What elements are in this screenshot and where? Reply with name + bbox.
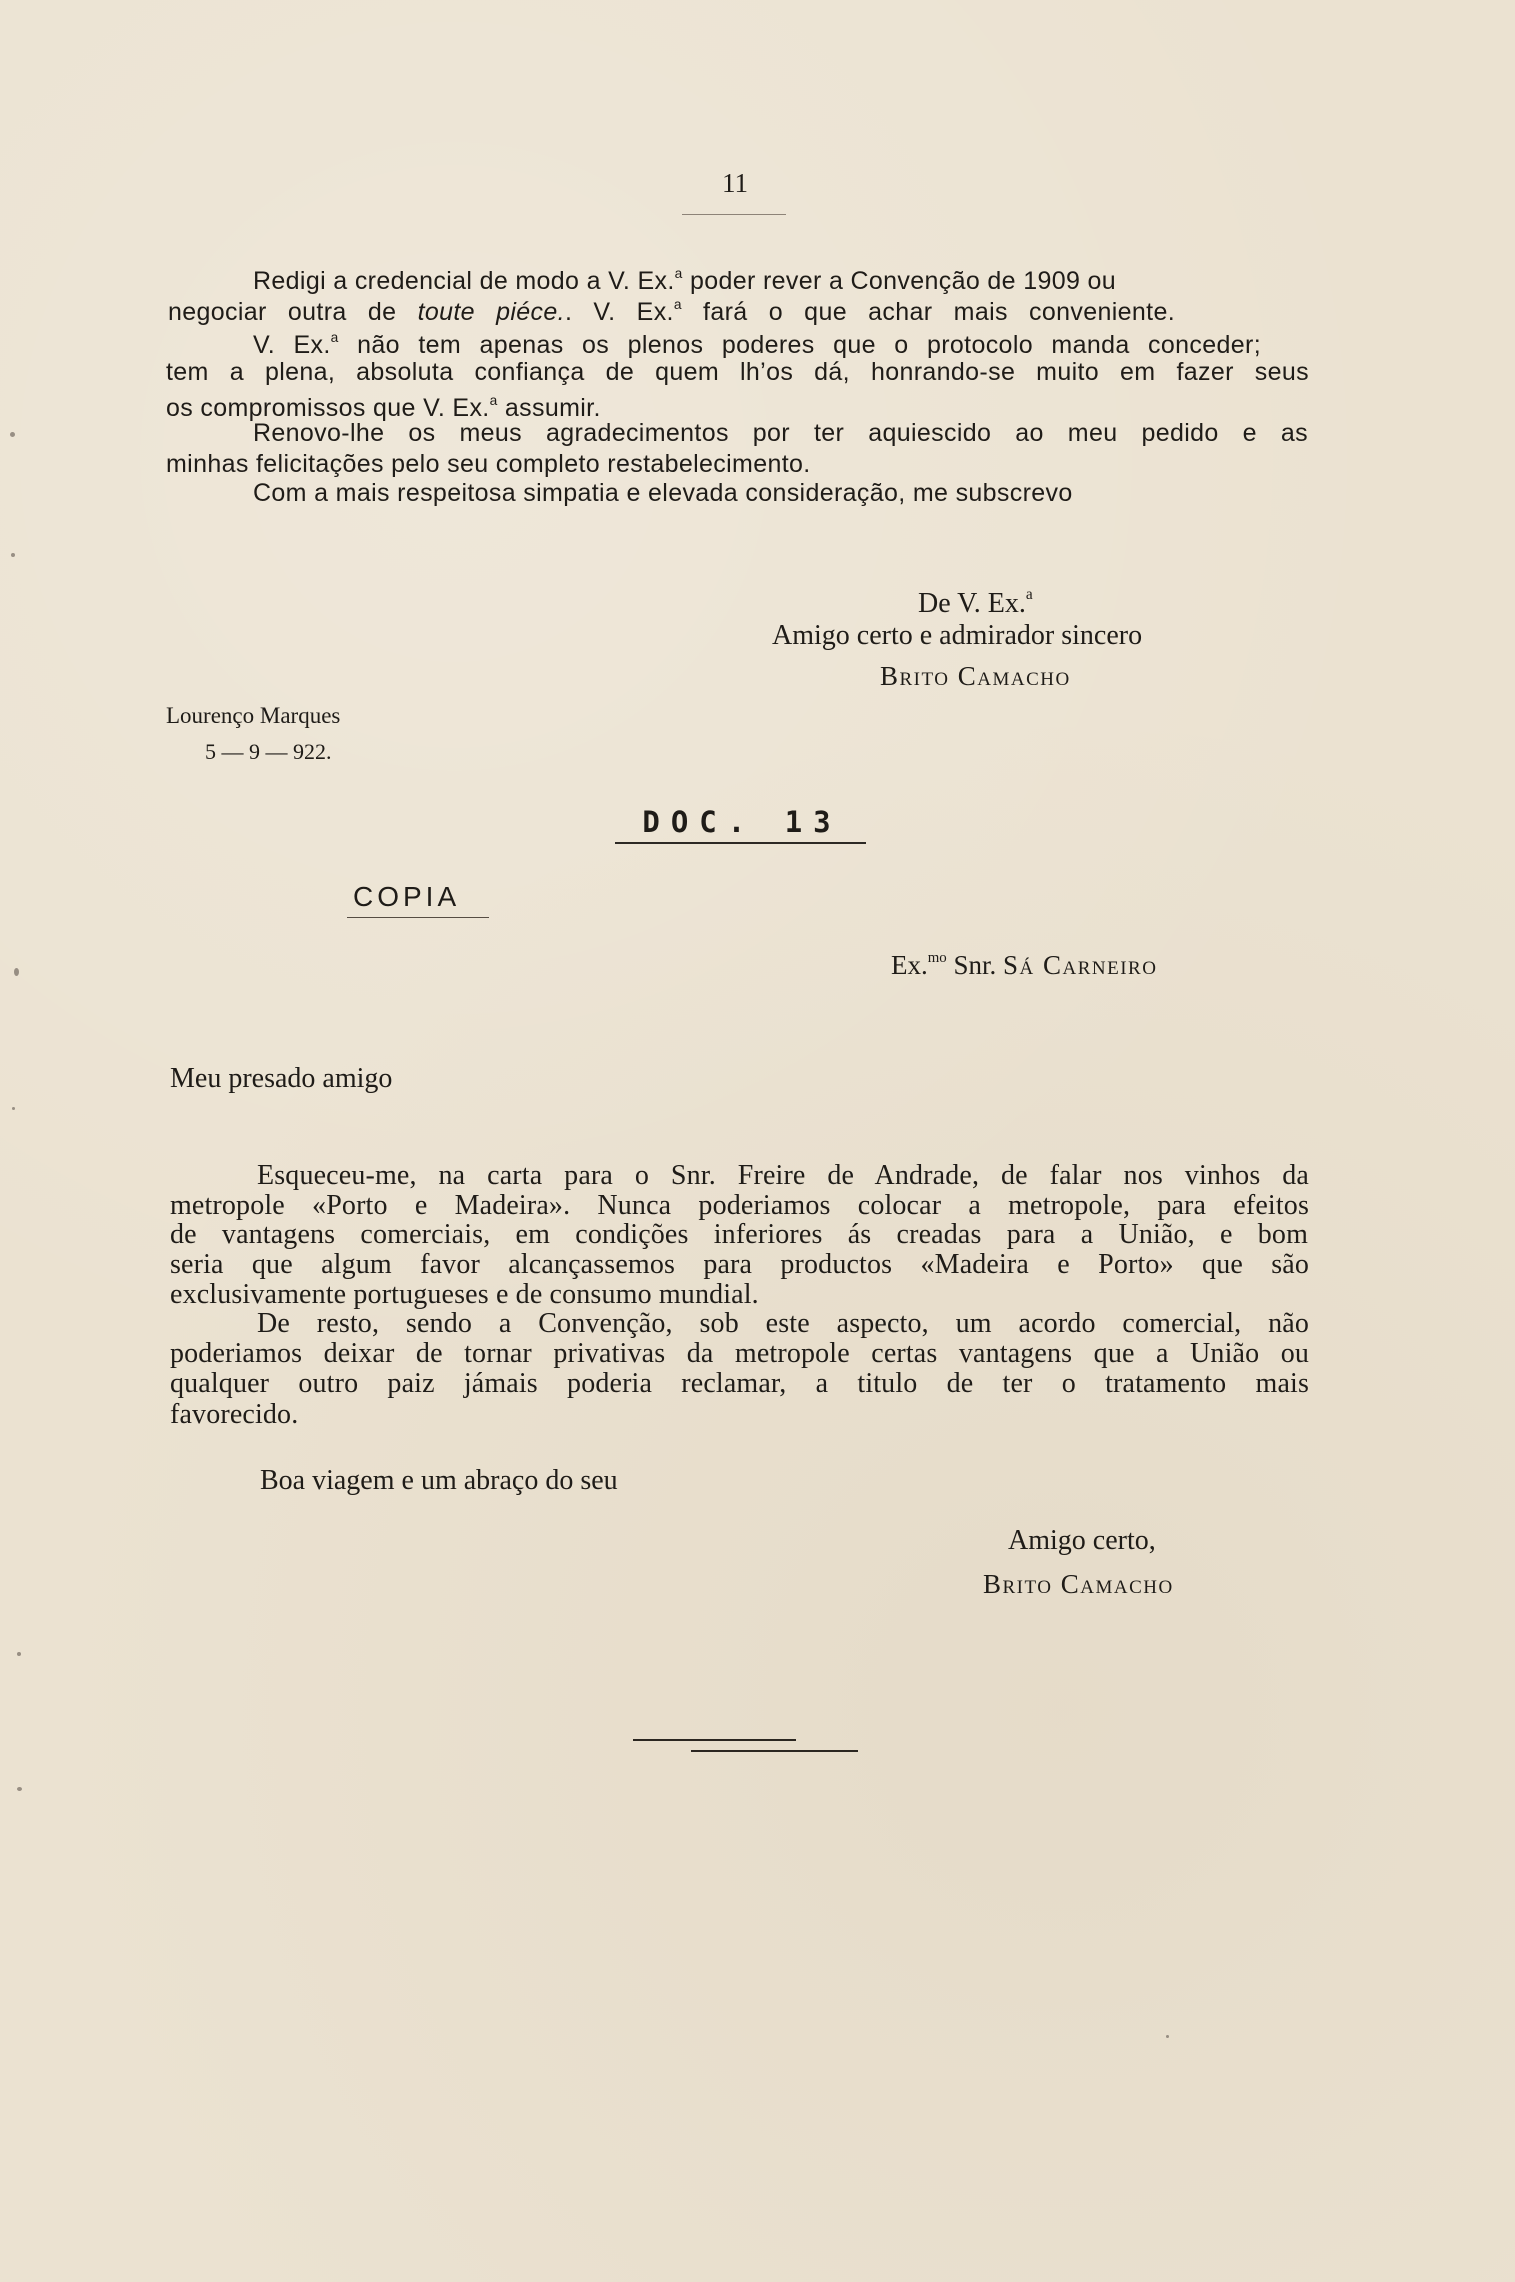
paper-speck bbox=[11, 553, 15, 557]
first-letter-line-7: minhas felicitações pelo seu completo restabelecimento. bbox=[166, 450, 811, 478]
paper-speck bbox=[12, 1107, 15, 1110]
end-rule-bottom bbox=[691, 1750, 858, 1752]
second-letter-line-8: qualquer outro paiz jámais poderia reclamar, a titulo de ter o tratamento mais bbox=[170, 1368, 1309, 1399]
first-letter-line-3: V. Ex.$^a$ não tem apenas os plenos poderes que o protocolo manda conceder; bbox=[253, 329, 1261, 359]
first-letter-line-4: tem a plena, absoluta confiança de quem lh’os dá, honrando-se muito em fazer seus bbox=[166, 358, 1309, 386]
document-heading-rule bbox=[615, 842, 866, 844]
page-number: 11 bbox=[722, 168, 748, 198]
paper-speck bbox=[14, 968, 19, 976]
salutation: Meu presado amigo bbox=[170, 1063, 393, 1094]
second-letter-line-2: metropole «Porto e Madeira». Nunca poderiamos colocar a metropole, para efeitos bbox=[170, 1190, 1309, 1221]
first-letter-signature: Brito Camacho bbox=[880, 661, 1071, 691]
first-letter-line-6: Renovo-lhe os meus agradecimentos por ter aquiescido ao meu pedido e as bbox=[253, 419, 1308, 447]
paper-speck bbox=[17, 1652, 21, 1656]
second-letter-line-6: De resto, sendo a Convenção, sob este aspecto, um acordo comercial, não bbox=[257, 1308, 1309, 1339]
end-rule-top bbox=[633, 1739, 796, 1741]
second-letter-line-1: Esqueceu-me, na carta para o Snr. Freire de Andrade, de falar nos vinhos da bbox=[257, 1160, 1309, 1191]
first-letter-line-2: negociar outra de toute piéce.. V. Ex.$^a$ fará o que achar mais conveniente. bbox=[168, 296, 1175, 326]
paper-speck bbox=[10, 432, 15, 437]
second-letter-line-4: seria que algum favor alcançassemos para productos «Madeira e Porto» que são bbox=[170, 1249, 1309, 1280]
second-letter-line-7: poderiamos deixar de tornar privativas da metropole certas vantagens que a União ou bbox=[170, 1338, 1309, 1369]
second-letter-signature: Brito Camacho bbox=[983, 1569, 1174, 1599]
paper-speck bbox=[17, 1787, 22, 1791]
first-letter-closing-line-2: Amigo certo e admirador sincero bbox=[772, 620, 1143, 651]
paper-speck bbox=[1166, 2035, 1169, 2038]
second-letter-line-5: exclusivamente portugueses e de consumo mundial. bbox=[170, 1279, 759, 1310]
farewell: Boa viagem e um abraço do seu bbox=[260, 1465, 618, 1496]
copy-label-rule bbox=[347, 917, 489, 918]
first-letter-line-8: Com a mais respeitosa simpatia e elevada consideração, me subscrevo bbox=[253, 479, 1073, 507]
document-heading: DOC. 13 bbox=[642, 805, 842, 839]
first-letter-line-5: os compromissos que V. Ex.$^a$ assumir. bbox=[166, 392, 601, 422]
date-label: 5 — 9 — 922. bbox=[205, 739, 332, 764]
first-letter-line-1: Redigi a credencial de modo a V. Ex.$^a$ poder rever a Convenção de 1909 ou bbox=[253, 265, 1117, 295]
addressee-line: Ex.$^{mo}$ Snr. Sá Carneiro bbox=[891, 949, 1158, 980]
first-letter-closing-line-1: De V. Ex.$^a$ bbox=[918, 586, 1033, 619]
copy-label: COPIA bbox=[353, 881, 461, 912]
second-letter-line-9: favorecido. bbox=[170, 1399, 299, 1430]
place-label: Lourenço Marques bbox=[166, 703, 341, 728]
second-letter-line-3: de vantagens comerciais, em condições inferiores ás creadas para a União, e bom bbox=[170, 1219, 1308, 1250]
page-number-rule bbox=[682, 214, 786, 215]
second-letter-closing-line-1: Amigo certo, bbox=[1008, 1525, 1156, 1556]
